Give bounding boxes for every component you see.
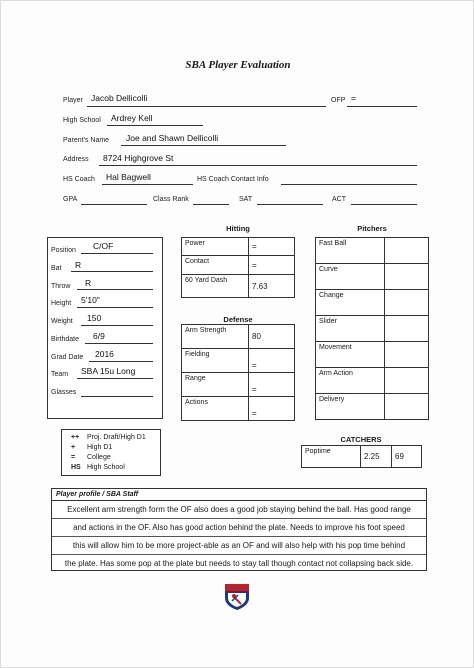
glasses-label: Glasses (51, 389, 77, 396)
school-value[interactable]: Ardrey Kell (111, 113, 153, 123)
ofp-line (347, 106, 417, 107)
parents-line (121, 145, 286, 146)
school-line (107, 125, 203, 126)
pitchers-label: Movement (316, 342, 385, 368)
hitting-value[interactable]: 7.63 (249, 275, 295, 298)
bat-line (71, 271, 153, 272)
pitchers-row (316, 264, 429, 290)
hitting-row (182, 238, 295, 256)
pitchers-label: Delivery (316, 394, 385, 420)
legend-item (71, 453, 160, 463)
catchers-row (302, 446, 422, 468)
defense-title: Defense (223, 315, 253, 324)
catchers-score-value[interactable]: 69 (392, 446, 422, 468)
pitchers-label: Slider (316, 316, 385, 342)
height-line (77, 307, 153, 308)
sat-label: SAT (239, 196, 253, 203)
legend-text: College (87, 454, 111, 461)
hitting-title: Hitting (226, 224, 250, 233)
coach-line (102, 184, 193, 185)
pitchers-value[interactable] (385, 342, 429, 368)
gpa-line (81, 204, 147, 205)
pitchers-row (316, 316, 429, 342)
defense-row (182, 349, 295, 373)
bat-value[interactable]: R (75, 260, 82, 270)
position-line (81, 253, 153, 254)
pitchers-table (315, 237, 429, 420)
profile-line[interactable]: Excellent arm strength form the OF also does a good job staying behind the ball. Has good range (52, 501, 426, 519)
pitchers-value[interactable] (385, 394, 429, 420)
defense-row (182, 325, 295, 349)
throw-line (77, 289, 153, 290)
legend-item (71, 433, 160, 443)
address-value[interactable]: 8724 Highgrove St (103, 153, 174, 163)
school-label: High School (63, 117, 101, 124)
ofp-value[interactable]: = (351, 93, 356, 103)
legend-text: Proj. Draft/High D1 (87, 434, 146, 441)
player-line (87, 106, 326, 107)
pitchers-row (316, 238, 429, 264)
team-line (77, 378, 153, 379)
hitting-label: 60 Yard Dash (182, 275, 249, 298)
coach-contact-label: HS Coach Contact Info (197, 176, 269, 183)
team-label: Team (51, 371, 69, 378)
sba-logo-icon (222, 581, 252, 611)
act-label: ACT (332, 196, 346, 203)
catchers-table (301, 445, 422, 468)
legend-key: + (71, 444, 76, 451)
legend-key: = (71, 454, 76, 461)
legend-key: HS (71, 464, 81, 471)
player-profile-box (51, 488, 427, 571)
legend-item (71, 443, 160, 453)
birthdate-label: Birthdate (51, 336, 80, 343)
birthdate-value[interactable]: 6/9 (93, 331, 105, 341)
parents-label: Parent's Name (63, 137, 110, 144)
pitchers-row (316, 394, 429, 420)
act-line (351, 204, 417, 205)
address-line (99, 165, 417, 166)
weight-label: Weight (51, 318, 73, 325)
pitchers-title: Pitchers (357, 224, 387, 233)
pitchers-value[interactable] (385, 316, 429, 342)
profile-line[interactable]: and actions in the OF. Also has good action behind the plate. Needs to improve his foot speed (52, 519, 426, 537)
birthdate-line (85, 343, 153, 344)
defense-row (182, 373, 295, 397)
hitting-row (182, 275, 295, 298)
defense-label: Fielding (182, 349, 249, 373)
player-value[interactable]: Jacob Dellicolli (91, 93, 148, 103)
pitchers-value[interactable] (385, 290, 429, 316)
hitting-table (181, 237, 295, 298)
legend-item (71, 463, 160, 473)
hitting-label: Contact (182, 256, 249, 275)
pitchers-label: Curve (316, 264, 385, 290)
sat-line (257, 204, 323, 205)
catchers-title: CATCHERS (340, 435, 382, 444)
defense-value[interactable]: = (249, 373, 295, 397)
profile-line[interactable]: this will allow him to be more project-able as an OF and will also help with his pop time behind (52, 537, 426, 555)
class-rank-line (193, 204, 229, 205)
height-label: Height (51, 300, 72, 307)
pitchers-label: Change (316, 290, 385, 316)
weight-line (81, 325, 153, 326)
grad-date-line (89, 361, 153, 362)
bat-label: Bat (51, 265, 62, 272)
poptime-label: Poptime (302, 446, 361, 468)
rating-legend (61, 429, 161, 476)
glasses-line (81, 396, 153, 397)
defense-table (181, 324, 295, 421)
defense-value[interactable]: = (249, 349, 295, 373)
profile-heading: Player profile / SBA Staff (52, 489, 426, 501)
pitchers-value[interactable] (385, 264, 429, 290)
grad-date-label: Grad Date (51, 354, 84, 361)
pitchers-value[interactable] (385, 238, 429, 264)
gpa-label: GPA (63, 196, 78, 203)
height-value[interactable]: 5'10" (81, 295, 100, 305)
weight-value[interactable]: 150 (87, 313, 102, 323)
legend-text: High D1 (87, 444, 113, 451)
throw-label: Throw (51, 283, 71, 290)
pitchers-value[interactable] (385, 368, 429, 394)
hitting-row (182, 256, 295, 275)
defense-label: Range (182, 373, 249, 397)
legend-text: High School (87, 464, 125, 471)
hitting-value[interactable]: = (249, 238, 295, 256)
player-label: Player (63, 97, 83, 104)
position-label: Position (51, 247, 76, 254)
profile-line[interactable]: the plate. Has some pop at the plate but needs to stay tall though contact not collapsing back side. (64, 559, 414, 568)
position-value[interactable]: C/OF (93, 241, 114, 251)
coach-value[interactable]: Hal Bagwell (106, 172, 151, 182)
defense-value[interactable]: = (249, 397, 295, 421)
pitchers-row (316, 290, 429, 316)
ofp-label: OFP (331, 97, 346, 104)
class-rank-label: Class Rank (153, 196, 189, 203)
legend-key: ++ (71, 434, 80, 441)
team-value[interactable]: SBA 15u Long (81, 366, 136, 376)
address-label: Address (63, 156, 89, 163)
coach-contact-line (281, 184, 417, 185)
hitting-label: Power (182, 238, 249, 256)
parents-value[interactable]: Joe and Shawn Dellicolli (126, 133, 219, 143)
grad-date-value[interactable]: 2016 (95, 349, 114, 359)
defense-row (182, 397, 295, 421)
coach-label: HS Coach (63, 176, 95, 183)
sba-logo (222, 581, 252, 611)
pitchers-label: Arm Action (316, 368, 385, 394)
pitchers-row (316, 368, 429, 394)
throw-value[interactable]: R (85, 278, 92, 288)
form-title: SBA Player Evaluation (185, 59, 291, 71)
pitchers-label: Fast Ball (316, 238, 385, 264)
defense-label: Actions (182, 397, 249, 421)
defense-value[interactable]: 80 (249, 325, 295, 349)
hitting-value[interactable]: = (249, 256, 295, 275)
poptime-value[interactable]: 2.25 (361, 446, 392, 468)
defense-label: Arm Strength (182, 325, 249, 349)
pitchers-row (316, 342, 429, 368)
